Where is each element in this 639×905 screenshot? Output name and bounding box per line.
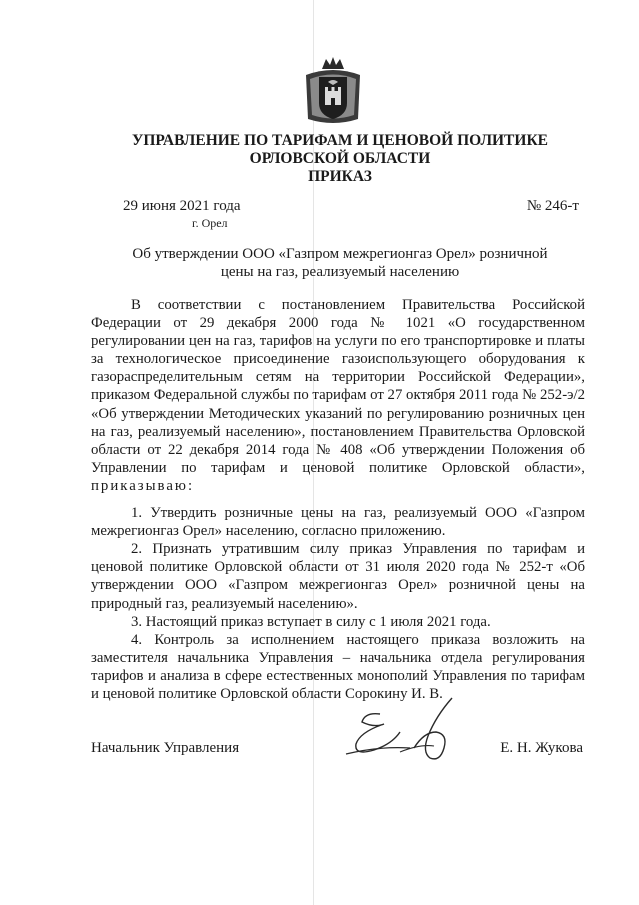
document-city: г. Орел (192, 216, 228, 230)
coat-of-arms-icon (300, 55, 366, 127)
preamble-paragraph (91, 296, 585, 495)
document-number: № 246-т (526, 198, 579, 214)
handwritten-signature (340, 692, 465, 772)
document-date: 29 июня 2021 года (123, 198, 241, 214)
header-line-2: ОРЛОВСКОЙ ОБЛАСТИ (249, 150, 431, 167)
order-item-4: 4. Контроль за исполнением настоящего приказа возложить на заместителя начальника Управления – начальника отдела регулирования тарифов и анализа в сфере естественных монополий Управления по тарифам и ценовой политике Орловской области Сорокину И. В. (91, 631, 585, 702)
preamble-order-word: приказываю: (91, 477, 195, 494)
document-subject (100, 245, 580, 281)
header-line-1: УПРАВЛЕНИЕ ПО ТАРИФАМ И ЦЕНОВОЙ ПОЛИТИКЕ (131, 132, 549, 149)
order-item-2: 2. Признать утратившим силу приказ Управления по тарифам и ценовой политике Орловской области от 31 июля 2020 года № 252-т «Об утверждении ООО «Газпром межрегионгаз Орел» розничной цены на природный газ, реализуемый населению». (91, 541, 585, 612)
subject-line-2: цены на газ, реализуемый населению (220, 264, 460, 280)
signatory-name: Е. Н. Жукова (500, 740, 583, 756)
document-body (91, 296, 585, 703)
preamble-text: В соответствии с постановлением Правительства Российской Федерации от 29 декабря 2000 года № 1021 «О государственном регулировании цен на газ, тарифов на услуги по его транспортировке и платы за технологическое присоединение газоиспользующего оборудования к газораспределительным сетям на территории Российской Федерации», приказом Федеральной службы по тарифам от 27 октября 2011 года № 252-э/2 «Об утверждении Методических указаний по регулированию розничных цен на газ, реализуемый населению», постановлением Правительства Орловской области от 22 декабря 2014 года № 408 «Об утверждении Положения об Управлении по тарифам и ценовой политике Орловской области», (91, 297, 585, 476)
subject-line-1: Об утверждении ООО «Газпром межрегионгаз Орел» розничной (132, 246, 548, 262)
order-item-1: 1. Утвердить розничные цены на газ, реализуемый ООО «Газпром межрегионгаз Орел» населению, согласно приложению. (91, 505, 585, 540)
issuer-header (90, 132, 590, 186)
order-item-3: 3. Настоящий приказ вступает в силу с 1 июля 2021 года. (131, 613, 491, 630)
signatory-title: Начальник Управления (91, 740, 240, 756)
document-type: ПРИКАЗ (308, 168, 372, 185)
